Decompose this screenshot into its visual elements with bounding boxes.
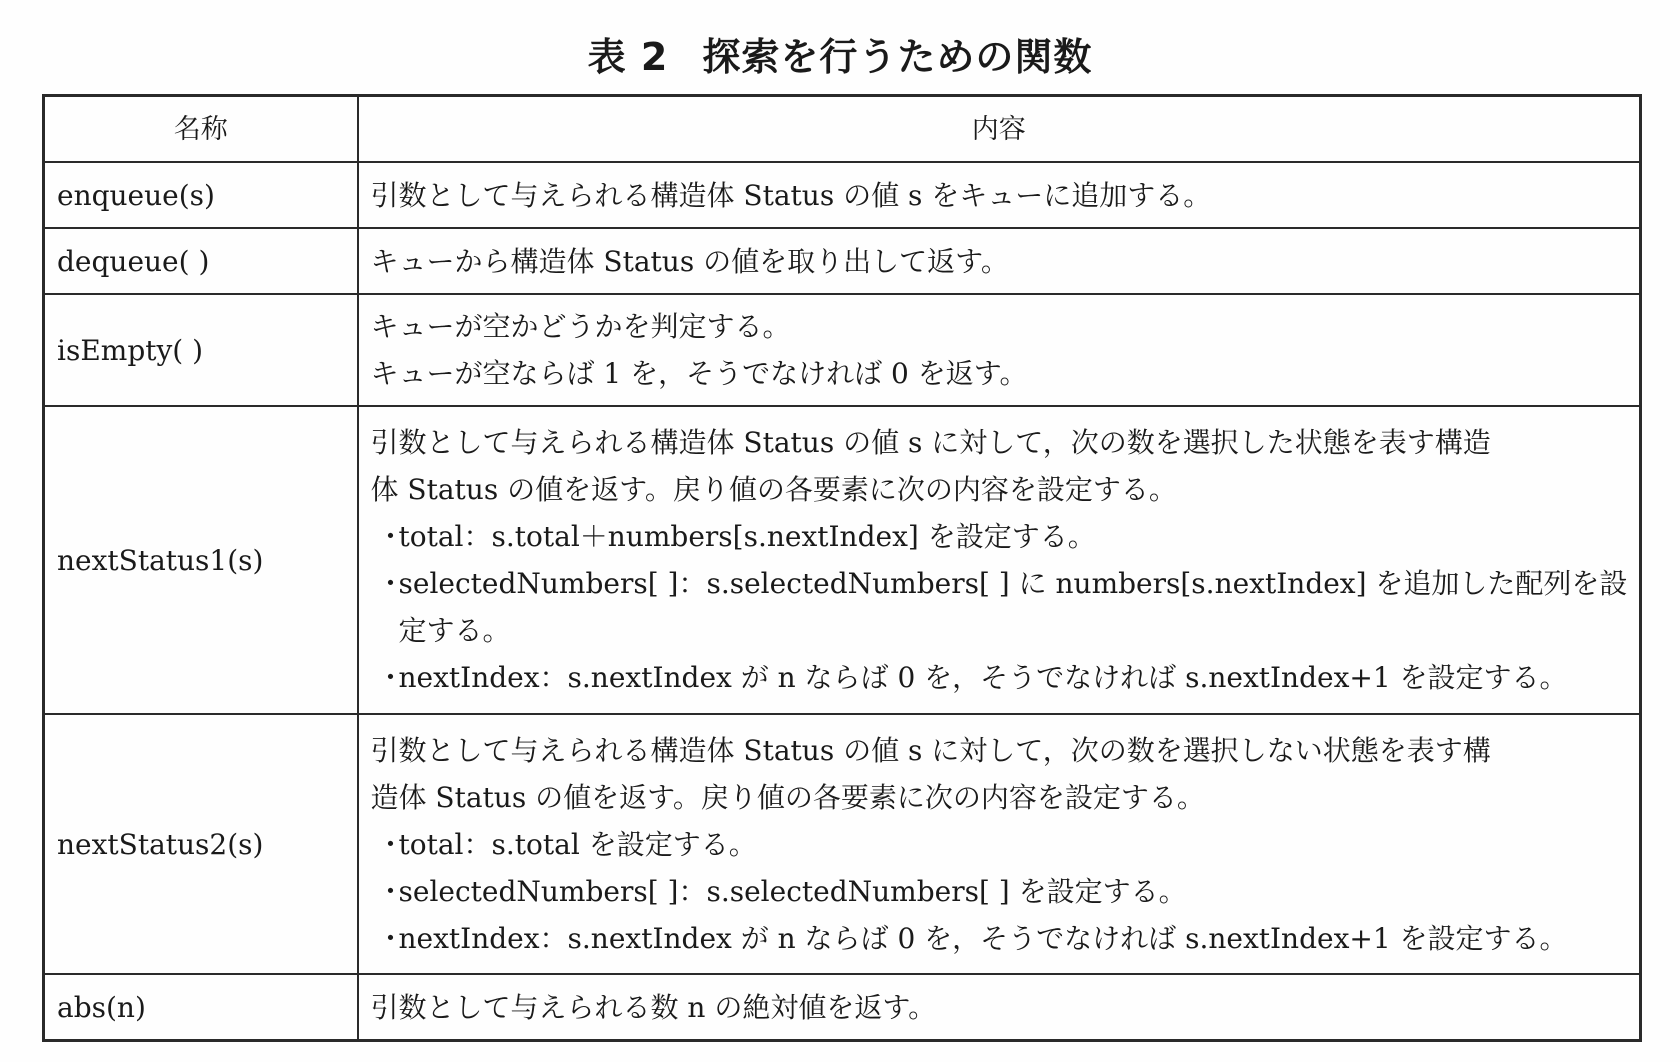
function-description-dequeue xyxy=(358,228,1641,294)
bullet-text: total：s.total＋numbers[s.nextIndex] を設定する。 xyxy=(398,520,1096,553)
table-row xyxy=(44,974,1641,1041)
header-name: 名称 xyxy=(44,96,358,163)
bullet-text: nextIndex：s.nextIndex が n ならば 0 を，そうでなければ s.nextIndex+1 を設定する。 xyxy=(398,921,1568,955)
bullet-text: total：s.total を設定する。 xyxy=(398,827,757,861)
bullet-item xyxy=(371,915,1630,962)
description-line: 造体 Status の値を返す。戻り値の各要素に次の内容を設定する。 xyxy=(370,780,1205,814)
bullet-mark: ・ xyxy=(376,874,405,908)
table-row xyxy=(44,162,1641,228)
bullet-mark: ・ xyxy=(376,661,405,694)
description-line: 引数として与えられる数 n の絶対値を返す。 xyxy=(370,990,937,1024)
description-line: 引数として与えられる構造体 Status の値 s に対して，次の数を選択した状態を表す構造 xyxy=(370,426,1491,459)
function-name-isempty: isEmpty( ) xyxy=(44,294,358,406)
description-line: 引数として与えられる構造体 Status の値 s をキューに追加する。 xyxy=(370,178,1212,212)
header-row xyxy=(44,96,1641,163)
function-name-nextstatus1: nextStatus1(s) xyxy=(44,406,358,714)
function-name-enqueue: enqueue(s) xyxy=(44,162,358,228)
table-row xyxy=(44,228,1641,294)
bullet-mark: ・ xyxy=(376,567,405,600)
description-line: キューが空かどうかを判定する。 xyxy=(370,310,791,343)
header-content: 内容 xyxy=(358,96,1641,163)
bullet-item xyxy=(371,868,1630,915)
bullet-item xyxy=(371,560,1630,654)
function-description-abs xyxy=(358,974,1641,1041)
bullet-item xyxy=(371,821,1630,868)
table-row xyxy=(44,406,1641,714)
table-caption xyxy=(0,26,1680,81)
table-row xyxy=(44,294,1641,406)
function-description-enqueue xyxy=(358,162,1641,228)
bullet-mark: ・ xyxy=(376,520,405,553)
bullet-item xyxy=(371,513,1630,560)
bullet-item xyxy=(371,654,1630,701)
bullet-text: selectedNumbers[ ]：s.selectedNumbers[ ] を設定する。 xyxy=(398,874,1187,908)
bullet-mark: ・ xyxy=(376,921,405,955)
description-line: キューから構造体 Status の値を取り出して返す。 xyxy=(370,244,1009,278)
function-name-abs: abs(n) xyxy=(44,974,358,1041)
table-row xyxy=(44,714,1641,974)
function-name-nextstatus2: nextStatus2(s) xyxy=(44,714,358,974)
function-name-dequeue: dequeue( ) xyxy=(44,228,358,294)
function-description-nextstatus2 xyxy=(358,714,1641,974)
description-line: キューが空ならば 1 を，そうでなければ 0 を返す。 xyxy=(370,357,1028,390)
function-description-nextstatus1 xyxy=(358,406,1641,714)
bullet-text: nextIndex：s.nextIndex が n ならば 0 を，そうでなければ s.nextIndex+1 を設定する。 xyxy=(398,661,1568,694)
caption-title: 探索を行うための関数 xyxy=(702,35,1093,79)
function-table xyxy=(42,94,1642,1042)
caption-label: 表 2 xyxy=(587,35,669,79)
bullet-mark: ・ xyxy=(376,827,405,861)
description-line: 引数として与えられる構造体 Status の値 s に対して，次の数を選択しない状態を表す構 xyxy=(370,733,1491,767)
bullet-text: selectedNumbers[ ]：s.selectedNumbers[ ] に numbers[s.nextIndex] を追加した配列を設定する。 xyxy=(398,567,1628,647)
function-description-isempty xyxy=(358,294,1641,406)
description-line: 体 Status の値を返す。戻り値の各要素に次の内容を設定する。 xyxy=(370,473,1177,506)
